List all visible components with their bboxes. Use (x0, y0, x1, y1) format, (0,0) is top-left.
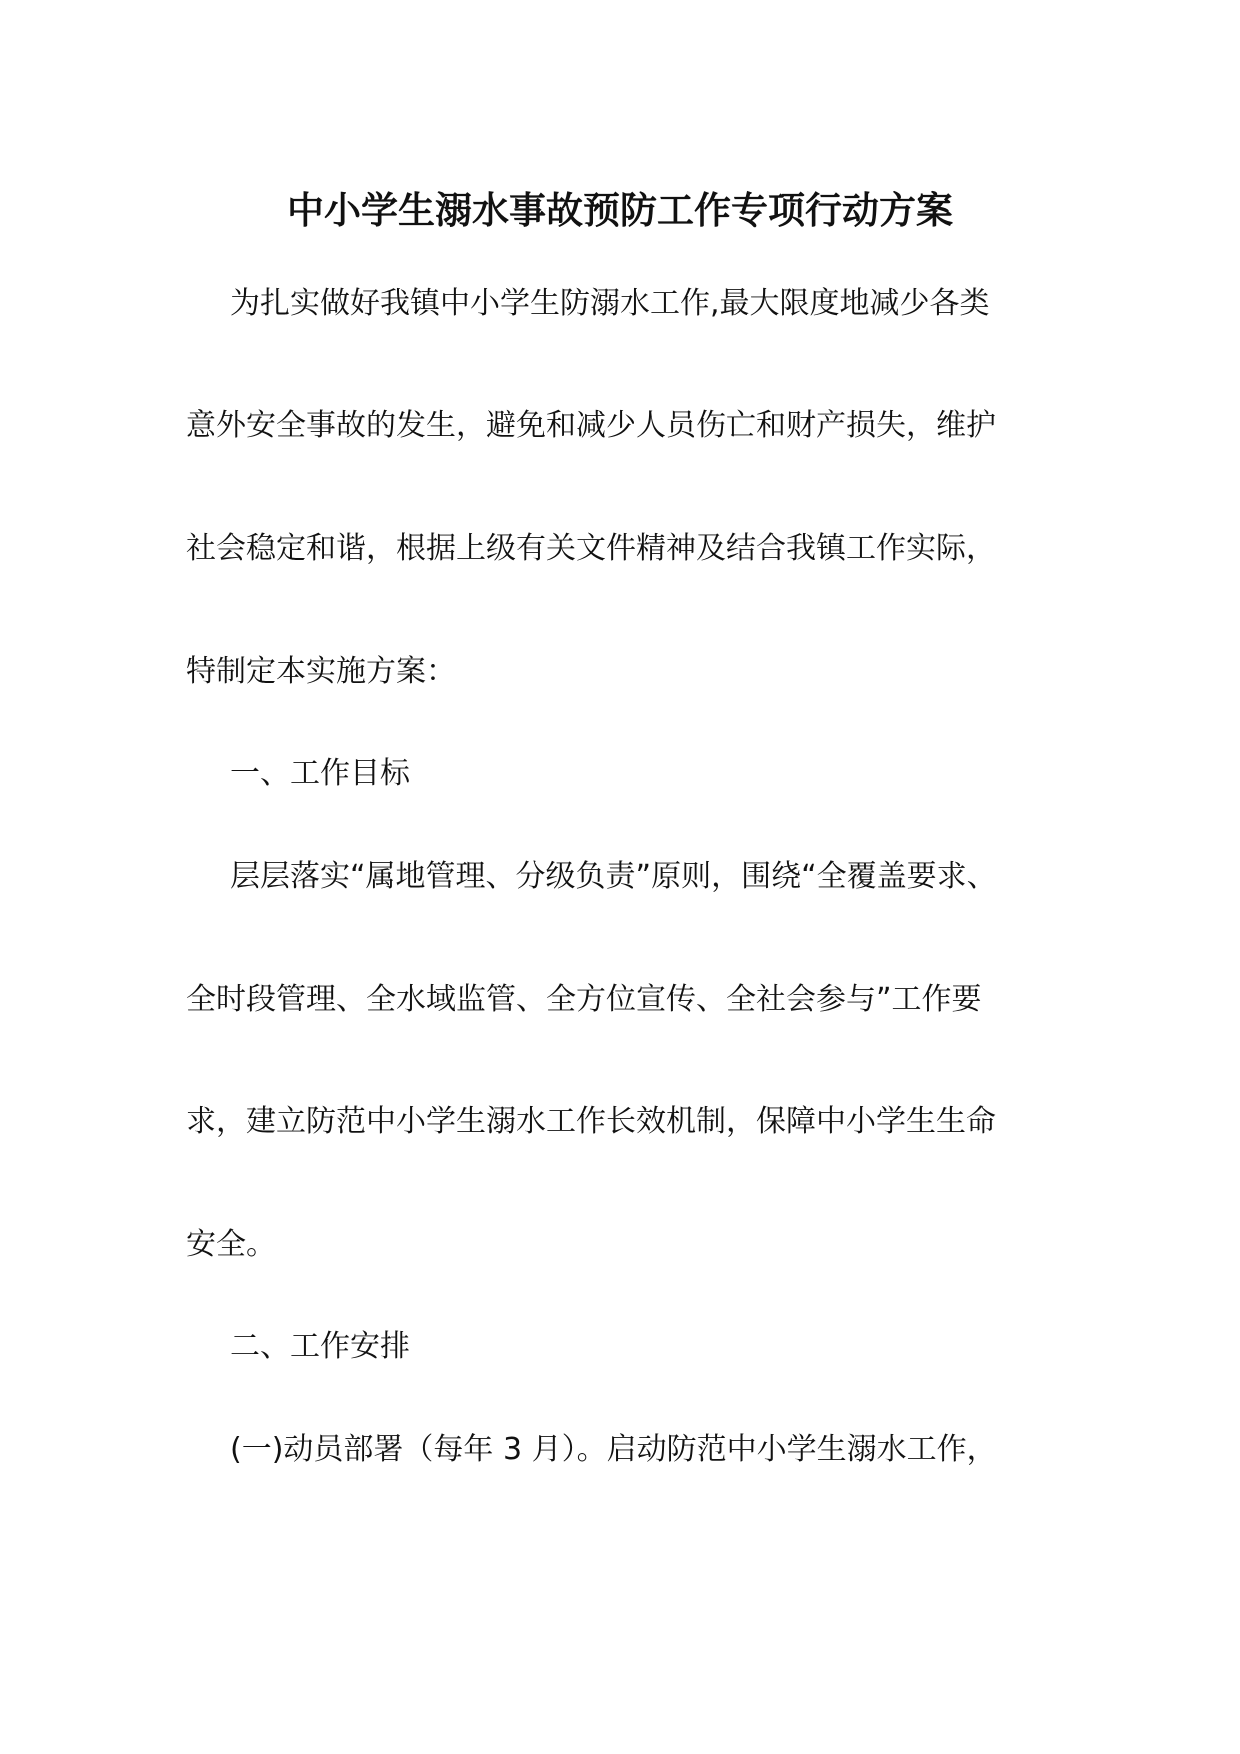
section-heading: 二、工作安排 (230, 1329, 410, 1364)
paragraph-line: 社会稳定和谐，根据上级有关文件精神及结合我镇工作实际， (186, 531, 996, 566)
paragraph-line: 意外安全事故的发生，避免和减少人员伤亡和财产损失，维护 (186, 408, 996, 443)
paragraph-line: 求，建立防范中小学生溺水工作长效机制，保障中小学生生命 (186, 1104, 996, 1139)
paragraph-line: 层层落实“属地管理、分级负责”原则，围绕“全覆盖要求、 (230, 859, 997, 894)
paragraph-line: 为扎实做好我镇中小学生防溺水工作,最大限度地减少各类 (230, 286, 990, 321)
section-heading: 一、工作目标 (230, 756, 410, 791)
paragraph-line: 特制定本实施方案： (186, 654, 456, 689)
paragraph-line: 安全。 (186, 1227, 276, 1262)
paragraph-line: (一)动员部署（每年 3 月）。启动防范中小学生溺水工作， (230, 1432, 997, 1467)
document-title: 中小学生溺水事故预防工作专项行动方案 (287, 188, 953, 232)
paragraph-line: 全时段管理、全水域监管、全方位宣传、全社会参与”工作要 (186, 982, 982, 1017)
